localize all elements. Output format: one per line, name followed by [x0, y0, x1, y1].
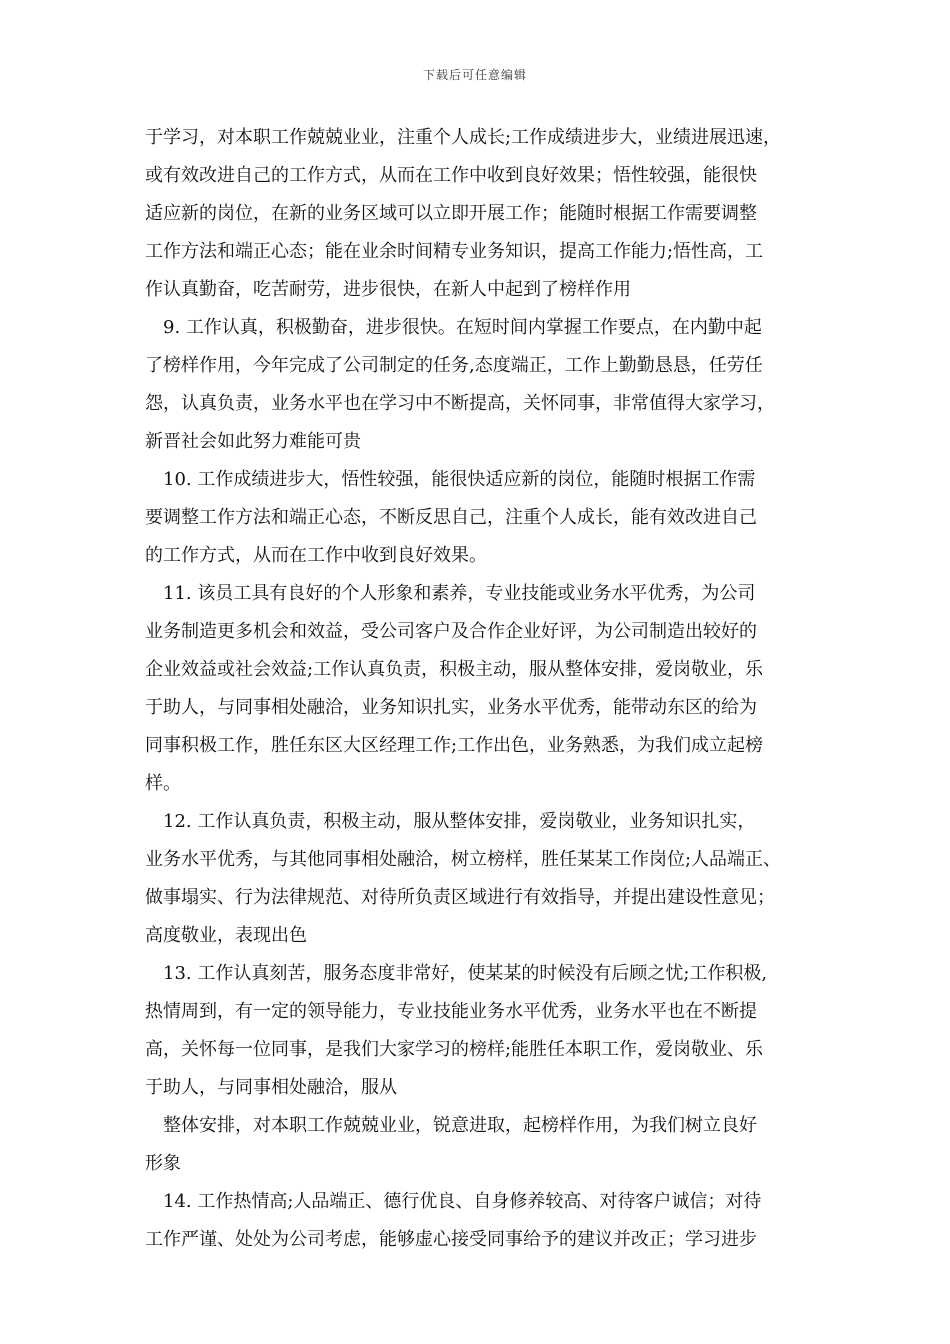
- text-line: 高，关怀每一位同事，是我们大家学习的榜样;能胜任本职工作，爱岗敬业、乐: [145, 1039, 764, 1060]
- text-line: 工作严谨、处处为公司考虑，能够虚心接受同事给予的建议并改正；学习进步: [145, 1229, 757, 1250]
- text-line: 或有效改进自己的工作方式，从而在工作中收到良好效果；悟性较强，能很快: [145, 165, 757, 186]
- text-line: 9. 工作认真，积极勤奋，进步很快。在短时间内掌握工作要点，在内勤中起: [163, 317, 762, 338]
- text-line: 同事积极工作，胜任东区大区经理工作;工作出色，业务熟悉，为我们成立起榜: [145, 735, 764, 756]
- text-line: 适应新的岗位，在新的业务区域可以立即开展工作；能随时根据工作需要调整: [145, 203, 757, 224]
- text-line: 要调整工作方法和端正心态，不断反思自己，注重个人成长，能有效改进自己: [145, 507, 757, 528]
- page-header: 下载后可任意编辑: [422, 68, 527, 82]
- text-line: 工作方法和端正心态；能在业余时间精专业务知识，提高工作能力;悟性高，工: [145, 241, 764, 262]
- text-line: 13. 工作认真刻苦，服务态度非常好，使某某的时候没有后顾之忧;工作积极,: [163, 963, 768, 984]
- text-line: 于助人，与同事相处融洽，业务知识扎实，业务水平优秀，能带动东区的给为: [145, 697, 757, 718]
- text-line: 了榜样作用，今年完成了公司制定的任务,态度端正，工作上勤勤恳恳，任劳任: [145, 355, 763, 376]
- text-line: 的工作方式，从而在工作中收到良好效果。: [145, 545, 487, 566]
- text-line: 热情周到，有一定的领导能力，专业技能业务水平优秀，业务水平也在不断提: [145, 1001, 757, 1022]
- text-line: 企业效益或社会效益;工作认真负责，积极主动，服从整体安排，爱岗敬业，乐: [145, 659, 764, 680]
- text-line: 做事塌实、行为法律规范、对待所负责区域进行有效指导，并提出建设性意见；: [145, 887, 775, 908]
- text-line: 14. 工作热情高;人品端正、德行优良、自身修养较高、对待客户诚信；对待: [163, 1191, 762, 1212]
- text-line: 怨，认真负责，业务水平也在学习中不断提高，关怀同事，非常值得大家学习，: [145, 393, 775, 414]
- text-line: 12. 工作认真负责，积极主动，服从整体安排，爱岗敬业，业务知识扎实，: [163, 811, 756, 832]
- document-body: [145, 119, 820, 1259]
- text-line: 于助人，与同事相处融洽，服从: [145, 1077, 397, 1098]
- text-line: 11. 该员工具有良好的个人形象和素养，专业技能或业务水平优秀，为公司: [163, 583, 756, 604]
- text-line: 样。: [145, 773, 181, 794]
- text-line: 于学习，对本职工作兢兢业业，注重个人成长;工作成绩进步大，业绩进展迅速，: [145, 127, 782, 148]
- text-line: 新晋社会如此努力难能可贵: [145, 431, 361, 452]
- text-line: 整体安排，对本职工作兢兢业业，锐意进取，起榜样作用，为我们树立良好: [163, 1115, 757, 1136]
- text-line: 高度敬业，表现出色: [145, 925, 307, 946]
- text-line: 形象: [145, 1153, 181, 1174]
- text-line: 业务制造更多机会和效益，受公司客户及合作企业好评，为公司制造出较好的: [145, 621, 757, 642]
- text-line: 作认真勤奋，吃苦耐劳，进步很快，在新人中起到了榜样作用: [145, 279, 631, 300]
- text-line: 业务水平优秀，与其他同事相处融洽，树立榜样，胜任某某工作岗位;人品端正、: [145, 849, 782, 870]
- text-line: 10. 工作成绩进步大，悟性较强，能很快适应新的岗位，能随时根据工作需: [163, 469, 756, 490]
